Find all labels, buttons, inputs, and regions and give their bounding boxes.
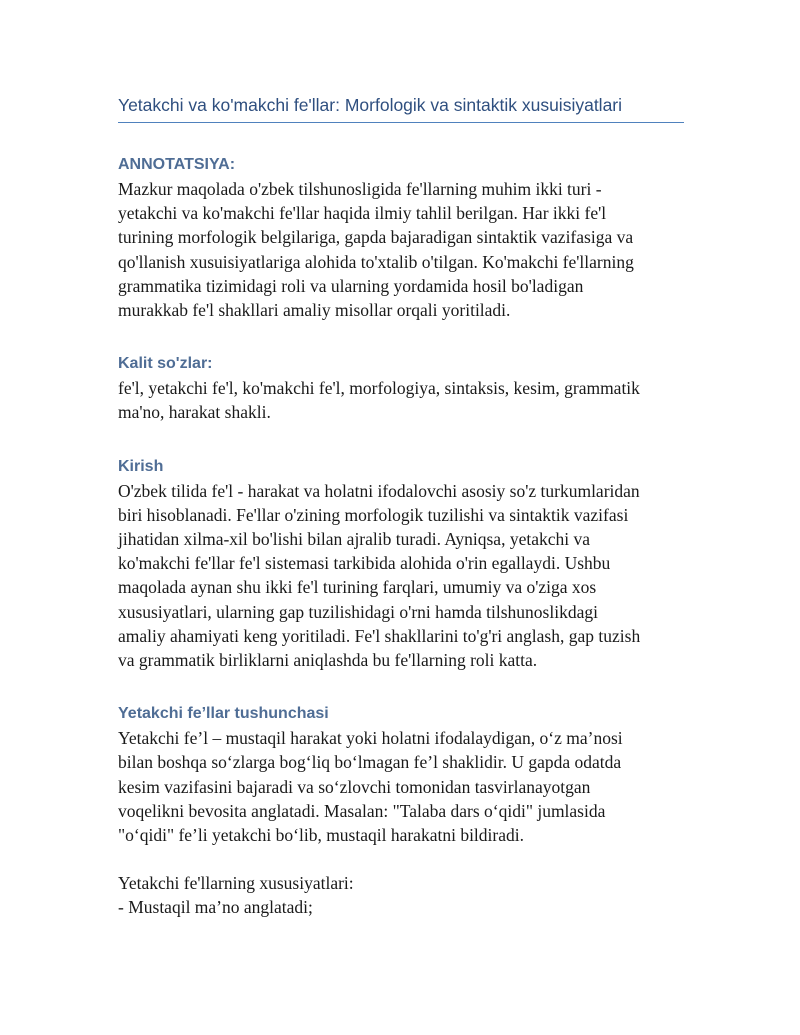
paragraph-line: bilan boshqa so‘zlarga bog‘liq bo‘lmagan fe’l shaklidir. U gapda odatda <box>118 752 622 773</box>
paragraph-line: murakkab fe'l shakllari amaliy misollar orqali yoritiladi. <box>118 300 511 321</box>
paragraph-line: qo'llanish xusuisiyatlariga alohida to'xtalib o'tilgan. Ko'makchi fe'llarning <box>118 251 634 272</box>
introduction-paragraph <box>118 479 684 673</box>
keywords-section <box>118 352 684 424</box>
paragraph-line: Mazkur maqolada o'zbek tilshunosligida fe'llarning muhim ikki turi - <box>118 179 602 199</box>
paragraph-line: grammatika tizimidagi roli va ularning yordamida hosil bo'ladigan <box>118 275 584 296</box>
paragraph-line: fe'l, yetakchi fe'l, ko'makchi fe'l, morfologiya, sintaksis, kesim, grammatik <box>118 378 640 399</box>
paragraph-line: ma'no, harakat shakli. <box>118 402 271 423</box>
leading-verbs-section <box>118 702 684 847</box>
paragraph-line: ko'makchi fe'llar fe'l sistemasi tarkibida alohida o'rin egallaydi. Ushbu <box>118 553 611 574</box>
paragraph-line: jihatidan xilma-xil bo'lishi bilan ajralib turadi. Ayniqsa, yetakchi va <box>118 529 590 550</box>
paragraph-line: turining morfologik belgilariga, gapda bajaradigan sintaktik vazifasiga va <box>118 227 634 248</box>
features-section <box>118 871 684 919</box>
keywords-paragraph <box>118 376 684 424</box>
document-title: Yetakchi va ko'makchi fe'llar: Morfologik va sintaktik xusuisiyatlari <box>118 92 684 123</box>
paragraph-line: maqolada aynan shu ikki fe'l turining farqlari, umumiy va o'ziga xos <box>118 577 597 598</box>
paragraph-line: "o‘qidi" fe’li yetakchi bo‘lib, mustaqil harakatni bildiradi. <box>118 825 524 846</box>
annotation-section <box>118 153 684 322</box>
paragraph-line: voqelikni bevosita anglatadi. Masalan: "Talaba dars o‘qidi" jumlasida <box>118 800 606 821</box>
leading-verbs-paragraph <box>118 726 684 847</box>
keywords-heading: Kalit so'zlar: <box>118 355 213 373</box>
leading-verbs-heading: Yetakchi fe’llar tushunchasi <box>118 705 329 723</box>
introduction-heading: Kirish <box>118 457 164 475</box>
document-page <box>118 92 684 920</box>
paragraph-line: yetakchi va ko'makchi fe'llar haqida ilmiy tahlil berilgan. Har ikki fe'l <box>118 203 607 224</box>
features-paragraph <box>118 871 684 919</box>
paragraph-line: kesim vazifasini bajaradi va so‘zlovchi tomonidan tasvirlanayotgan <box>118 776 591 797</box>
annotation-paragraph <box>118 177 684 322</box>
features-intro-line: Yetakchi fe'llarning xususiyatlari: <box>118 873 354 894</box>
paragraph-line: O'zbek tilida fe'l - harakat va holatni ifodalovchi asosiy so'z turkumlaridan <box>118 480 640 501</box>
paragraph-line: amaliy ahamiyati keng yoritiladi. Fe'l shakllarini to'g'ri anglash, gap tuzish <box>118 625 641 646</box>
paragraph-line: biri hisoblanadi. Fe'llar o'zining morfologik tuzilishi va sintaktik vazifasi <box>118 504 629 525</box>
introduction-section <box>118 455 684 673</box>
annotation-heading: ANNOTATSIYA: <box>118 156 236 173</box>
paragraph-line: xususiyatlari, ularning gap tuzilishidagi o'rni hamda tilshunoslikdagi <box>118 601 598 622</box>
features-list-item: - Mustaqil ma’no anglatadi; <box>118 897 313 918</box>
paragraph-line: va grammatik birliklarni aniqlashda bu fe'llarning roli katta. <box>118 650 538 671</box>
paragraph-line: Yetakchi fe’l – mustaqil harakat yoki holatni ifodalaydigan, o‘z ma’nosi <box>118 728 623 749</box>
